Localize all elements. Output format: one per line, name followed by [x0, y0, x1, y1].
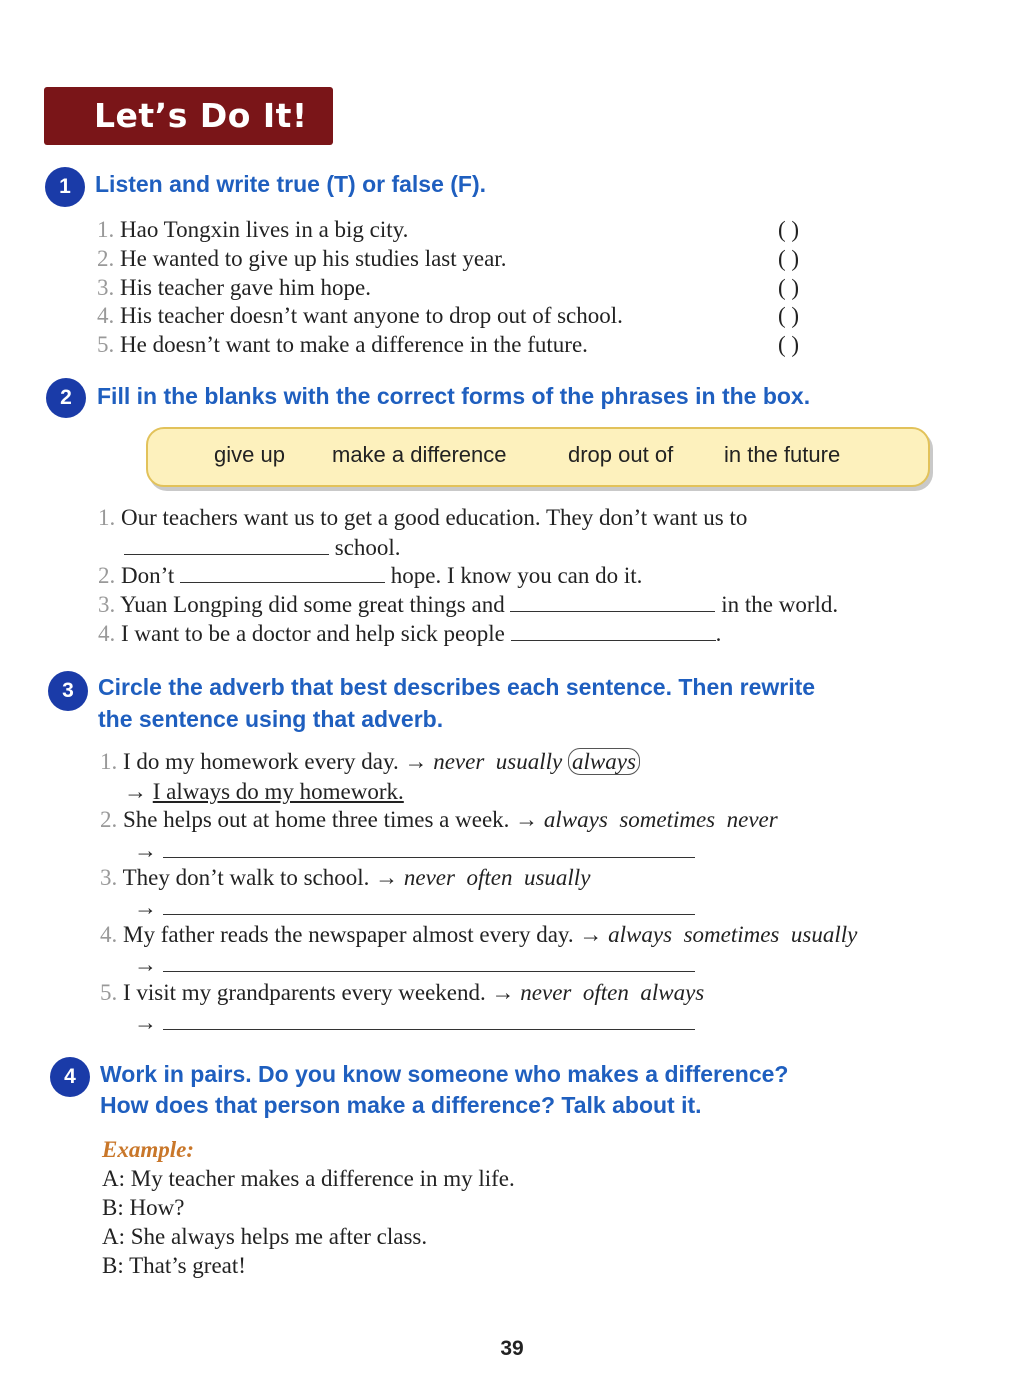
fill-blank-3[interactable]: [510, 593, 715, 612]
s3-item-5: 5. I visit my grandparents every weekend. → never often always: [100, 980, 705, 1005]
dialog-line-2: B: How?: [102, 1195, 185, 1220]
dialog-line-3: A: She always helps me after class.: [102, 1224, 428, 1249]
section-2-title: Fill in the blanks with the correct forms of the phrases in the box.: [97, 383, 811, 409]
page-number: 39: [500, 1337, 524, 1360]
section-1-title: Listen and write true (T) or false (F).: [95, 171, 487, 197]
s1-item-3: 3. His teacher gave him hope.: [97, 275, 371, 300]
s3-item-5-answer: →: [134, 1010, 695, 1036]
s3-item-2: 2. She helps out at home three times a week. → always sometimes never: [100, 807, 778, 832]
fill-blank-2[interactable]: [180, 564, 385, 583]
section-3-title-line-1: Circle the adverb that best describes each sentence. Then rewrite: [98, 674, 816, 700]
phrase-in-the-future: in the future: [724, 442, 841, 467]
section-number-4: 4: [50, 1057, 90, 1097]
s3-item-4-answer: →: [134, 952, 695, 978]
s3-item-4: 4. My father reads the newspaper almost every day. → always sometimes usually: [100, 922, 858, 947]
fill-blank-4[interactable]: [511, 622, 716, 641]
section-banner: Let’s Do It!: [44, 87, 333, 145]
example-label: Example:: [102, 1137, 194, 1162]
section-3-title-line-2: the sentence using that adverb.: [98, 706, 444, 732]
s3-item-3-answer: →: [134, 895, 695, 921]
phrase-give-up: give up: [214, 442, 285, 467]
s2-item-1: 1. Our teachers want us to get a good education. They don’t want us to: [98, 505, 748, 530]
s1-item-1: 1. Hao Tongxin lives in a big city.: [97, 217, 409, 242]
section-4-title-line-1: Work in pairs. Do you know someone who makes a difference?: [100, 1061, 789, 1087]
s1-item-4: 4. His teacher doesn’t want anyone to drop out of school.: [97, 303, 623, 328]
rewrite-blank-2[interactable]: [163, 839, 695, 858]
s3-item-3: 3. They don’t walk to school. → never often usually: [100, 865, 591, 890]
section-number-2: 2: [46, 378, 86, 418]
dialog-line-4: B: That’s great!: [102, 1253, 246, 1278]
s2-item-4: 4. I want to be a doctor and help sick people .: [98, 621, 722, 646]
s3-item-1: 1. I do my homework every day. → never usually always: [100, 749, 640, 775]
answer-paren-3[interactable]: ( ): [778, 275, 800, 300]
s2-item-3: 3. Yuan Longping did some great things and in the world.: [98, 592, 839, 617]
s3-item-1-answer: → I always do my homework.: [124, 779, 404, 804]
phrase-box: [146, 427, 930, 487]
section-number-3: 3: [48, 671, 88, 711]
rewrite-blank-4[interactable]: [163, 953, 695, 972]
s1-item-5: 5. He doesn’t want to make a difference in the future.: [97, 332, 588, 357]
s2-item-2: 2. Don’t hope. I know you can do it.: [98, 563, 643, 588]
dialog-line-1: A: My teacher makes a difference in my life.: [102, 1166, 515, 1191]
answer-paren-2[interactable]: ( ): [778, 246, 800, 271]
rewrite-blank-5[interactable]: [163, 1011, 695, 1030]
section-4-title-line-2: How does that person make a difference? Talk about it.: [100, 1092, 702, 1118]
s3-item-2-answer: →: [134, 838, 695, 864]
answer-paren-4[interactable]: ( ): [778, 303, 800, 328]
section-number-1: 1: [45, 167, 85, 207]
phrase-drop-out-of: drop out of: [568, 442, 674, 467]
fill-blank-1[interactable]: [124, 536, 329, 555]
s1-item-2: 2. He wanted to give up his studies last year.: [97, 246, 507, 271]
answer-paren-5[interactable]: ( ): [778, 332, 800, 357]
s2-item-1-cont: school.: [124, 535, 401, 561]
answer-paren-1[interactable]: ( ): [778, 217, 800, 242]
rewrite-blank-3[interactable]: [163, 896, 695, 915]
phrase-make-a-difference: make a difference: [332, 442, 507, 467]
circled-answer: always: [568, 748, 640, 775]
